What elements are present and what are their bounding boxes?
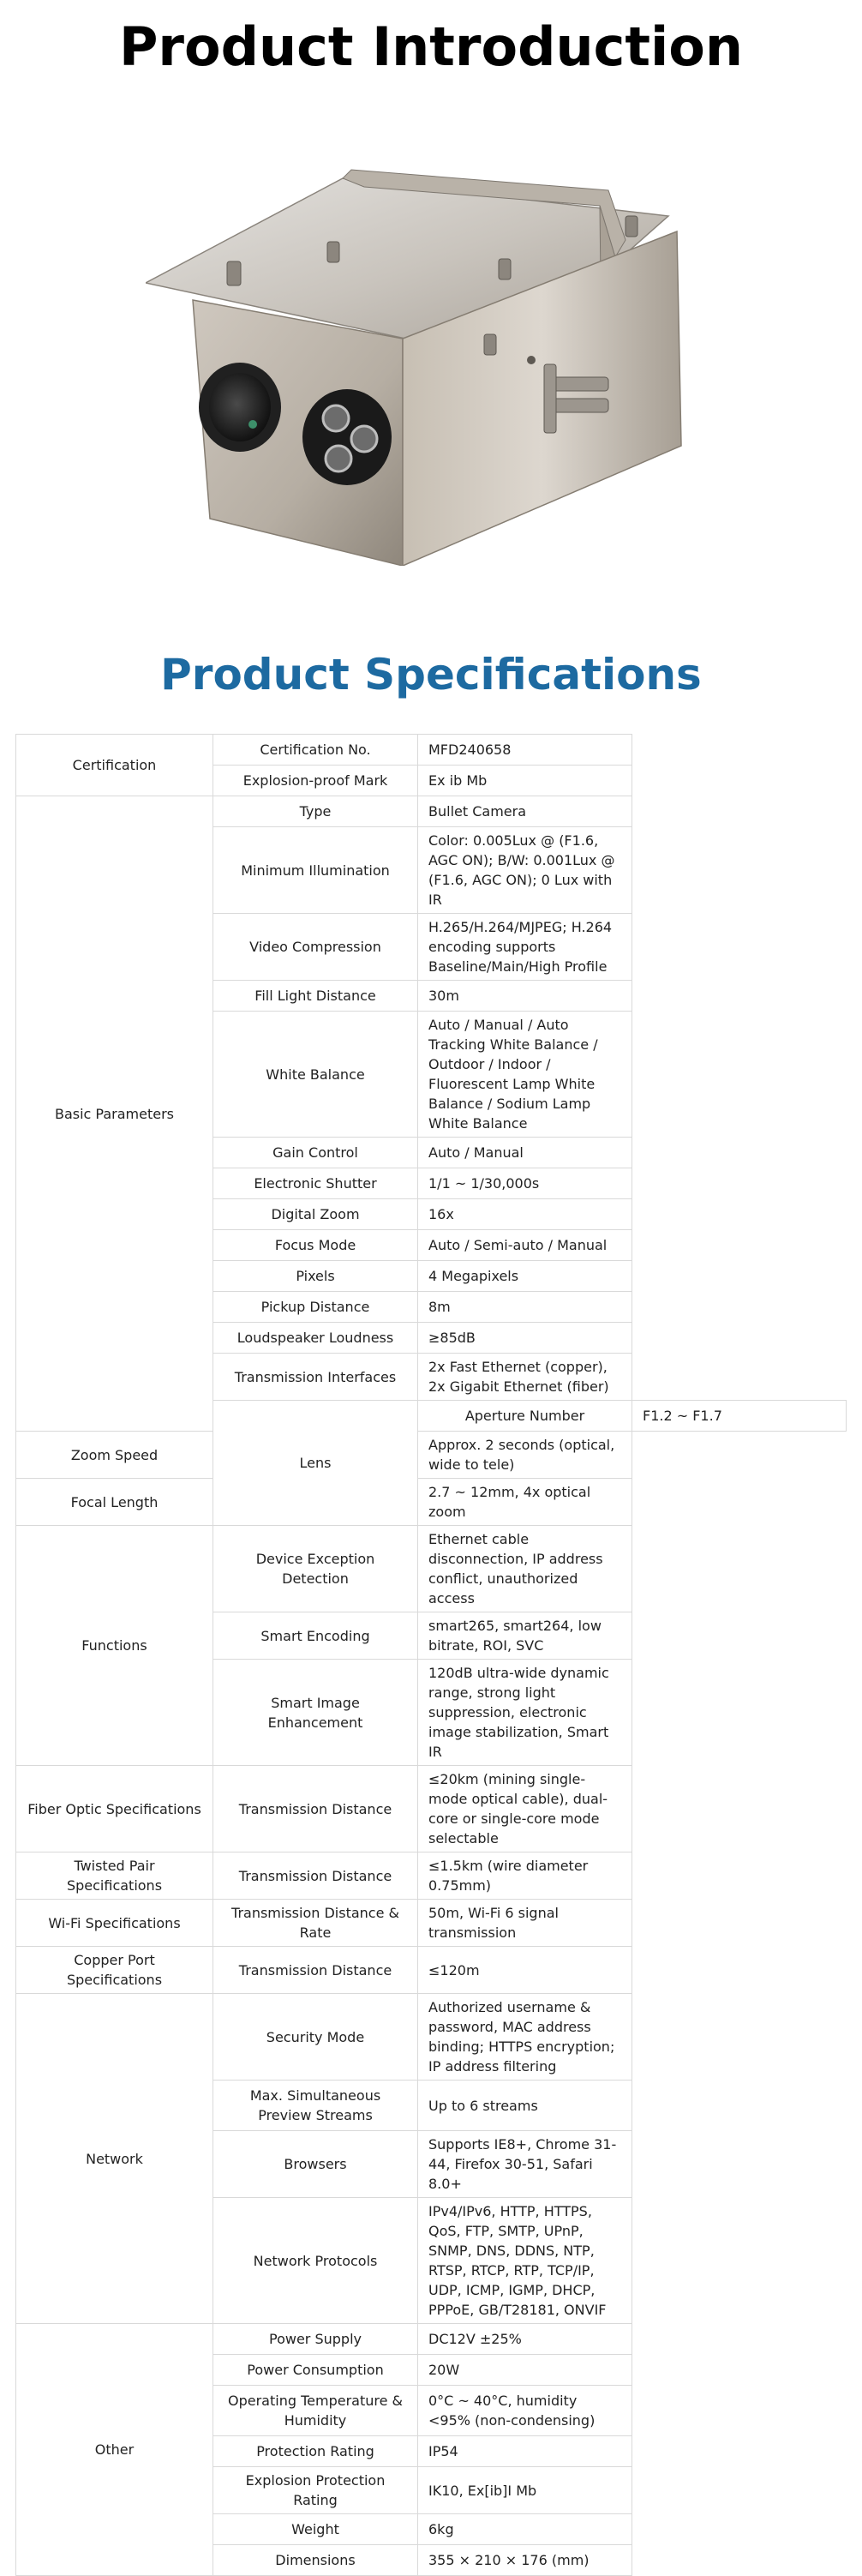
spec-value: Approx. 2 seconds (optical, wide to tele) [418,1432,632,1479]
spec-category: Functions [16,1526,213,1766]
page-title: Product Introduction [118,15,743,78]
spec-key: Minimum Illumination [213,827,418,914]
spec-value: IPv4/IPv6, HTTP, HTTPS, QoS, FTP, SMTP, UPnP, SNMP, DNS, DDNS, NTP, RTSP, RTCP, RTP, TCP/IP, UDP, ICMP, IGMP, DHCP, PPPoE, GB/T28181, ONVIF [418,2198,632,2324]
spec-row [16,1947,847,1994]
spec-key: Weight [213,2514,418,2545]
spec-key: Gain Control [213,1138,418,1168]
spec-key: Focal Length [16,1479,213,1526]
spec-category: Network [16,1994,213,2324]
spec-row [16,1852,847,1900]
spec-key: Loudspeaker Loudness [213,1323,418,1354]
spec-row [16,1479,847,1526]
spec-category: Basic Parameters [16,796,213,1432]
spec-key: Transmission Distance [213,1766,418,1852]
spec-value: DC12V ±25% [418,2324,632,2355]
spec-value: Up to 6 streams [418,2081,632,2131]
spec-value: Auto / Manual [418,1138,632,1168]
spec-value: 1/1 ~ 1/30,000s [418,1168,632,1199]
spec-row [16,1900,847,1947]
spec-value: 0°C ~ 40°C, humidity <95% (non-condensing) [418,2386,632,2436]
spec-value: 6kg [418,2514,632,2545]
spec-row [16,735,847,766]
spec-category: Certification [16,735,213,796]
spec-value: smart265, smart264, low bitrate, ROI, SVC [418,1612,632,1660]
spec-category: Wi-Fi Specifications [16,1900,213,1947]
spec-value: F1.2 ~ F1.7 [632,1401,847,1432]
spec-value: 2.7 ~ 12mm, 4x optical zoom [418,1479,632,1526]
spec-key: Network Protocols [213,2198,418,2324]
spec-value: 30m [418,981,632,1012]
spec-category: Fiber Optic Specifications [16,1766,213,1852]
spec-key: Electronic Shutter [213,1168,418,1199]
spec-key: Security Mode [213,1994,418,2081]
spec-key: Operating Temperature & Humidity [213,2386,418,2436]
spec-table [15,734,847,2576]
spec-category: Other [16,2324,213,2576]
spec-value: 355 × 210 × 176 (mm) [418,2545,632,2576]
spec-key: Transmission Distance [213,1852,418,1900]
spec-value: H.265/H.264/MJPEG; H.264 encoding supports Baseline/Main/High Profile [418,914,632,981]
spec-value: 4 Megapixels [418,1261,632,1292]
spec-key: Protection Rating [213,2436,418,2467]
spec-row [16,1994,847,2081]
spec-value: Authorized username & password, MAC address binding; HTTPS encryption; IP address filtering [418,1994,632,2081]
spec-key: Transmission Interfaces [213,1354,418,1401]
spec-value: ≤120m [418,1947,632,1994]
spec-table-body [16,735,847,2576]
spec-key: Max. Simultaneous Preview Streams [213,2081,418,2131]
spec-row [16,796,847,827]
spec-row [16,1526,847,1612]
spec-value: 2x Fast Ethernet (copper), 2x Gigabit Ethernet (fiber) [418,1354,632,1401]
spec-key: Pickup Distance [213,1292,418,1323]
spec-row [16,2324,847,2355]
spec-key: Aperture Number [418,1401,632,1432]
spec-key: Zoom Speed [16,1432,213,1479]
spec-value: Auto / Semi-auto / Manual [418,1230,632,1261]
spec-key: Transmission Distance [213,1947,418,1994]
spec-title: Product Specifications [160,650,702,700]
spec-value: 20W [418,2355,632,2386]
spec-key: Device Exception Detection [213,1526,418,1612]
spec-key: Pixels [213,1261,418,1292]
spec-value: Supports IE8+, Chrome 31-44, Firefox 30-51, Safari 8.0+ [418,2131,632,2198]
spec-value: 8m [418,1292,632,1323]
spec-category: Lens [213,1401,418,1526]
spec-key: Browsers [213,2131,418,2198]
spec-key: Dimensions [213,2545,418,2576]
spec-key: Certification No. [213,735,418,766]
spec-value: IK10, Ex[ib]I Mb [418,2467,632,2514]
spec-key: Explosion-proof Mark [213,766,418,796]
spec-key: Explosion Protection Rating [213,2467,418,2514]
spec-value: 16x [418,1199,632,1230]
spec-key: Power Consumption [213,2355,418,2386]
spec-key: Video Compression [213,914,418,981]
spec-value: 50m, Wi-Fi 6 signal transmission [418,1900,632,1947]
spec-category: Twisted Pair Specifications [16,1852,213,1900]
spec-value: ≤1.5km (wire diameter 0.75mm) [418,1852,632,1900]
spec-key: Power Supply [213,2324,418,2355]
spec-value: ≥85dB [418,1323,632,1354]
spec-value: MFD240658 [418,735,632,766]
spec-value: 120dB ultra-wide dynamic range, strong light suppression, electronic image stabilization, Smart IR [418,1660,632,1766]
spec-key: White Balance [213,1012,418,1138]
spec-value: ≤20km (mining single-mode optical cable), dual-core or single-core mode selectable [418,1766,632,1852]
spec-row [16,1432,847,1479]
spec-value: Ethernet cable disconnection, IP address conflict, unauthorized access [418,1526,632,1612]
spec-key: Transmission Distance & Rate [213,1900,418,1947]
spec-value: Auto / Manual / Auto Tracking White Balance / Outdoor / Indoor / Fluorescent Lamp White Balance / Sodium Lamp White Balance [418,1012,632,1138]
spec-value: Bullet Camera [418,796,632,827]
spec-key: Focus Mode [213,1230,418,1261]
product-photo [146,163,745,566]
spec-category: Copper Port Specifications [16,1947,213,1994]
spec-value: Color: 0.005Lux @ (F1.6, AGC ON); B/W: 0.001Lux @ (F1.6, AGC ON); 0 Lux with IR [418,827,632,914]
spec-key: Digital Zoom [213,1199,418,1230]
spec-key: Smart Encoding [213,1612,418,1660]
spec-value: IP54 [418,2436,632,2467]
spec-value: Ex ib Mb [418,766,632,796]
spec-row [16,1766,847,1852]
spec-key: Type [213,796,418,827]
spec-key: Smart Image Enhancement [213,1660,418,1766]
spec-key: Fill Light Distance [213,981,418,1012]
